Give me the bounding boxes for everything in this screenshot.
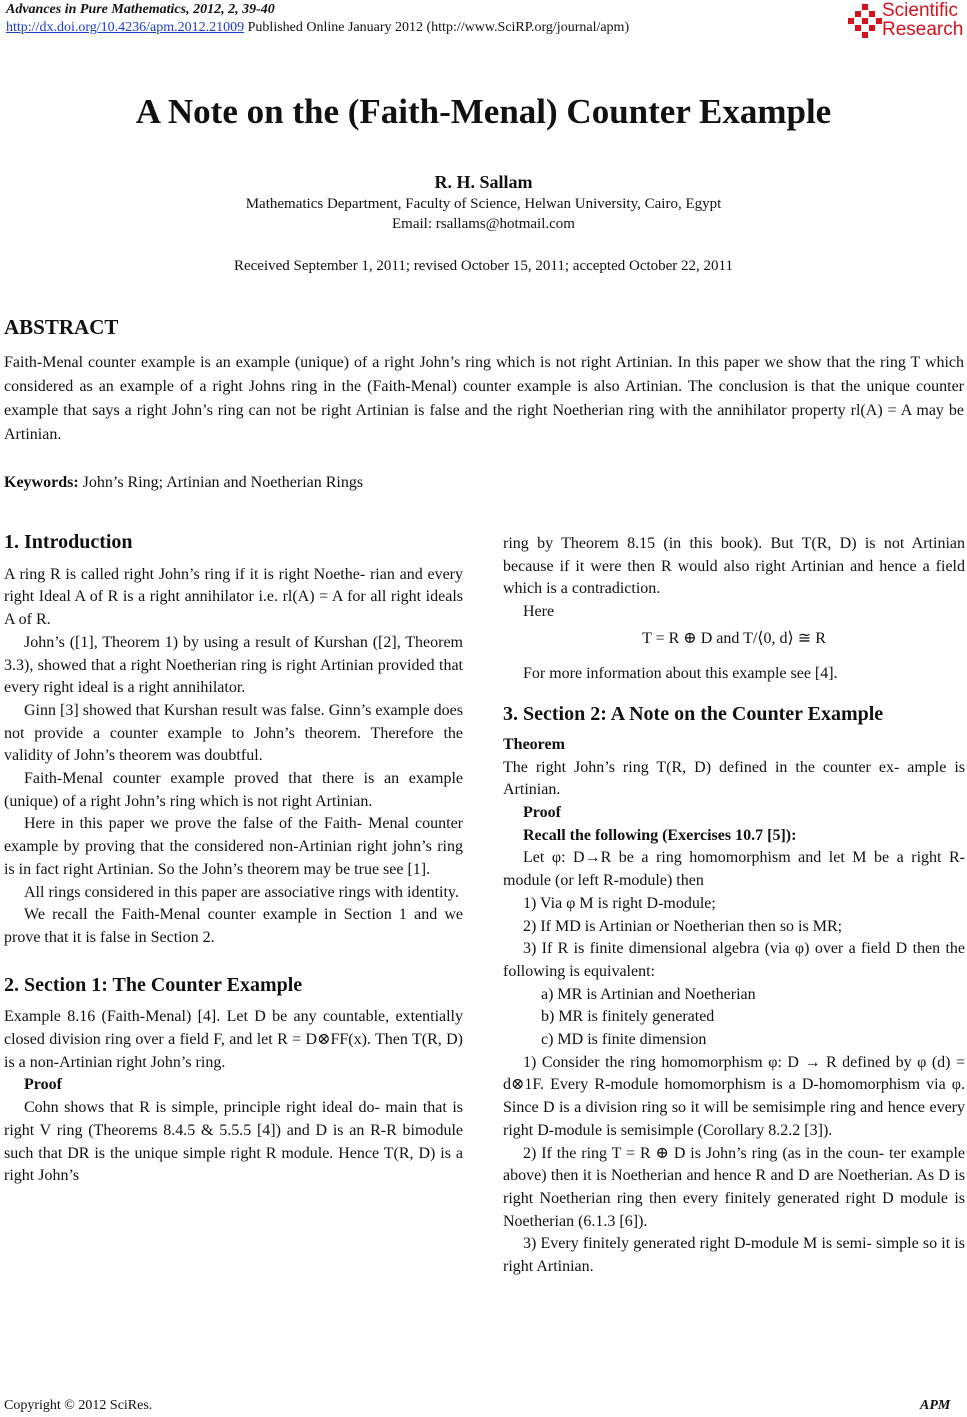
example-paragraph: Example 8.16 (Faith-Menal) [4]. Let D be any countable, extentially closed division ring over a field F, and let R = D⊗FF(x). Then T(R, D) is a non-Artinian right John’s ring.	[4, 1008, 463, 1071]
journal-name: Advances in Pure Mathematics	[6, 2, 187, 17]
author-name: R. H. Sallam	[434, 172, 533, 192]
logo-line2: Research	[882, 19, 964, 40]
intro-paragraph-6: All rings considered in this paper are associative rings with identity.	[24, 883, 459, 901]
logo-line1: Scientific	[882, 0, 959, 21]
logo-text	[882, 1, 963, 39]
intro-paragraph-7: We recall the Faith-Menal counter example in Section 1 and we prove that it is false in Section 2.	[4, 906, 463, 946]
abstract-body: Faith-Menal counter example is an example (unique) of a right John’s ring which is not right Artinian. In this paper we show that the ring T which considered as an example of a right Johns ring in the (Faith-Menal) counter example is also Artinian. The conclusion is that the unique counter example that says a right John’s ring can not be right Artinian is false and the right Noetherian ring with the annihilator property rl(A) = A may be Artinian.	[4, 354, 964, 443]
list-item-1: 1) Via φ M is right D-module;	[523, 894, 716, 912]
received-dates: Received September 1, 2011; revised October 15, 2011; accepted October 22, 2011	[233, 258, 733, 274]
section-1-heading: 1. Introduction	[4, 531, 133, 553]
intro-paragraph-2: John’s ([1], Theorem 1) by using a result of Kurshan ([2], Theorem 3.3), showed that a right Noetherian ring is right Artinian provided that every right ideal is a right annihilator.	[4, 633, 463, 697]
doi-link[interactable]: http://dx.doi.org/10.4236/apm.2012.21009	[6, 20, 245, 35]
list-item-2: 2) If MD is Artinian or Noetherian then so is MR;	[523, 917, 843, 935]
theorem-statement: The right John’s ring T(R, D) defined in the counter ex- ample is Artinian.	[503, 758, 965, 799]
intro-paragraph-5: Here in this paper we prove the false of the Faith- Menal counter example by proving that the considered non-Artinian right john’s ring is in fact right Artinian. So the John’s theorem may be true see [1].	[4, 815, 463, 878]
here-label: Here	[523, 603, 555, 621]
published-info: Published Online January 2012 (http://www.SciRP.org/journal/apm)	[244, 20, 630, 35]
recall-label: Recall the following (Exercises 10.7 [5]):	[523, 826, 797, 844]
keywords-label: Keywords:	[4, 474, 79, 491]
intro-paragraph-3: Ginn [3] showed that Kurshan result was false. Ginn’s example does not provide a counter example to John’s theorem. Therefore the validity of John’s theorem was doubtful.	[4, 701, 463, 765]
theorem-label: Theorem	[503, 735, 565, 753]
copyright: Copyright © 2012 SciRes.	[4, 1398, 153, 1413]
proof-label: Proof	[24, 1076, 62, 1094]
list-item-c: c) MD is finite dimension	[541, 1031, 707, 1049]
section-2-heading: 2. Section 1: The Counter Example	[4, 973, 303, 996]
right-column	[503, 533, 965, 1279]
journal-header	[6, 2, 275, 18]
step-1-paragraph: 1) Consider the ring homomorphism φ: D → R defined by φ (d) = d⊗1F. Every R-module homomorphism is a D-homomorphism via φ. Since D is a division ring so it will be semisimple ring and hence every right D-module is semisimple (Corollary 8.2.2 [3]).	[503, 1053, 965, 1139]
step-3-paragraph: 3) Every finitely generated right D-module M is semi- simple so it is right Artinian.	[503, 1235, 965, 1276]
affiliation: Mathematics Department, Faculty of Science, Helwan University, Cairo, Egypt	[245, 196, 722, 212]
intro-paragraph-1: A ring R is called right John’s ring if it is right Noethe- rian and every right Ideal A of R is a right annihilator i.e. rl(A) = A for all right ideals A of R.	[4, 565, 463, 629]
journal-abbreviation: APM	[920, 1398, 951, 1413]
list-item-b: b) MR is finitely generated	[541, 1008, 715, 1026]
header-doi-line	[6, 20, 629, 36]
step-2-paragraph: 2) If the ring T = R ⊕ D is John’s ring (as in the coun- ter example above) then it is Noetherian and hence R and D are Noetherian. As D is right Noetherian ring then every finitely generated right D module is Noetherian (6.1.3 [6]).	[503, 1144, 965, 1230]
list-item-a: a) MR is Artinian and Noetherian	[541, 985, 756, 1003]
section-3-heading: 3. Section 2: A Note on the Counter Example	[503, 703, 884, 726]
intro-paragraph-4: Faith-Menal counter example proved that there is an example (unique) of a right John’s ring which is not right Artinian.	[4, 770, 463, 810]
list-item-3: 3) If R is finite dimensional algebra (via φ) over a field D then the following is equivalent:	[503, 940, 965, 980]
scientific-research-logo-icon	[848, 4, 882, 40]
proof-paragraph: Cohn shows that R is simple, principle right ideal do- main that is right V ring (Theorems 8.4.5 & 5.5.5 [4]) and D is an R-R bimodule such that DR is the unique simple right R module. Hence T(R, D) is a right John’s	[4, 1099, 463, 1185]
proof-label-2: Proof	[523, 804, 561, 822]
equation: T = R ⊕ D and T/⟨0, d⟩ ≅ R	[642, 629, 826, 647]
more-info-paragraph: For more information about this example see [4].	[523, 664, 838, 682]
keywords	[4, 474, 363, 492]
abstract-heading: ABSTRACT	[4, 315, 119, 339]
left-column	[4, 531, 463, 1188]
paper-title: A Note on the (Faith-Menal) Counter Example	[135, 92, 832, 131]
homomorphism-paragraph: Let φ: D→R be a ring homomorphism and let M be a right R-module (or left R-module) then	[503, 849, 965, 890]
author-email: Email: rsallams@hotmail.com	[392, 216, 575, 232]
journal-info: , 2012, 2, 39-40	[186, 2, 275, 17]
continued-paragraph: ring by Theorem 8.15 (in this book). But T(R, D) is not Artinian because if it were then R would also right Artinian and hence a field which is a contradiction.	[503, 535, 965, 598]
keywords-text: John’s Ring; Artinian and Noetherian Rings	[78, 474, 364, 491]
